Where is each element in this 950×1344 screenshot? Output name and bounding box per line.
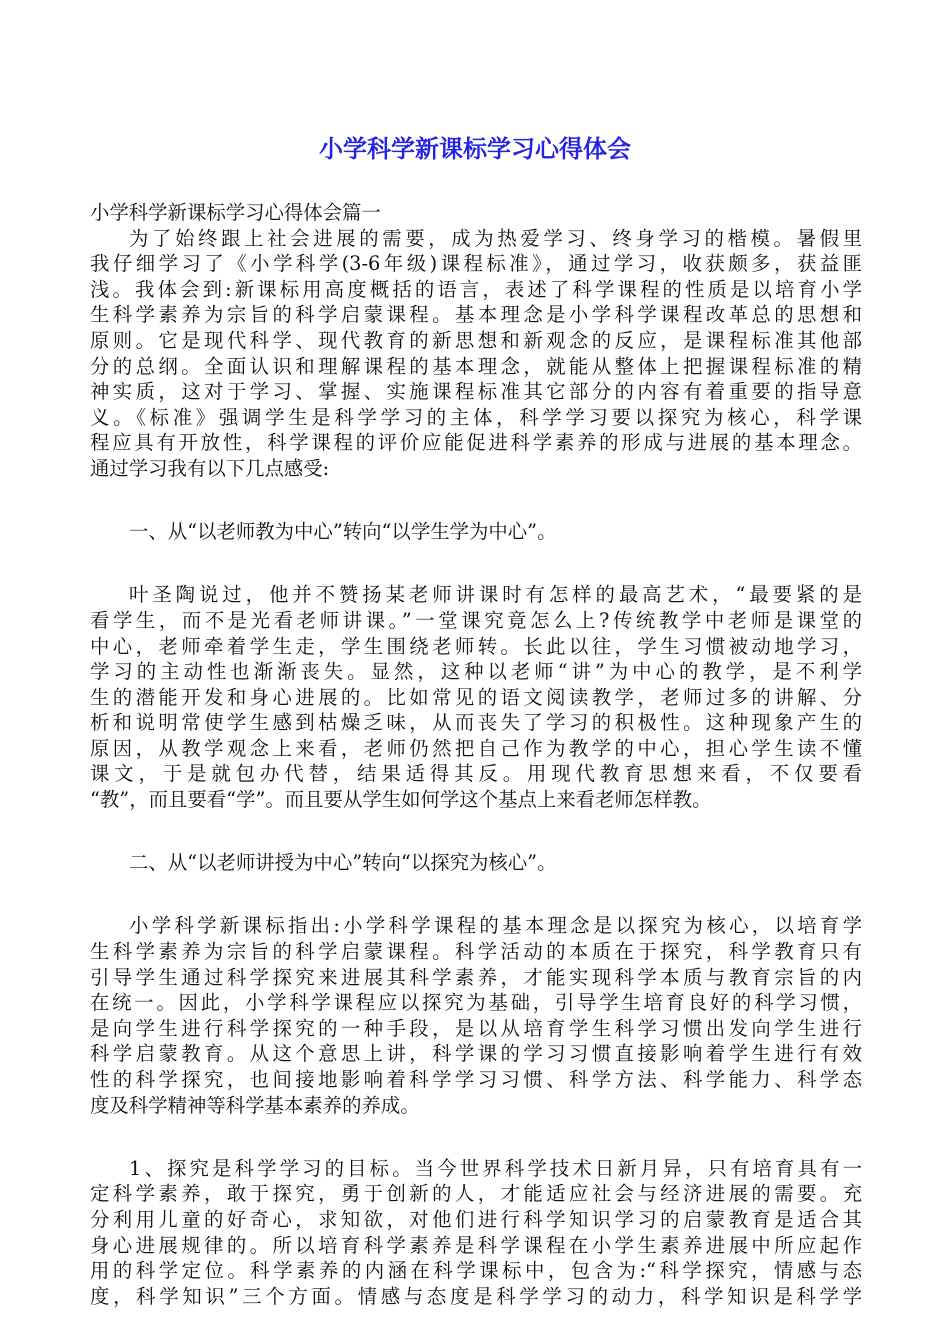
document-body	[90, 200, 862, 1309]
paragraph-line: 生的潜能开发和身心进展的。比如常见的语文阅读教学，老师过多的讲解、分	[90, 685, 862, 709]
paragraph-line: 性的科学探究，也间接地影响着科学学习习惯、科学方法、科学能力、科学态	[90, 1068, 862, 1091]
paragraph-line: 分利用儿童的好奇心，求知欲，对他们进行科学知识学习的启蒙教育是适合其	[90, 1207, 862, 1231]
paragraph-3	[90, 913, 862, 1118]
paragraph-line: 浅。我体会到:新课标用高度概括的语言，表述了科学课程的性质是以培育小学	[90, 277, 862, 301]
paragraph-line: 原因，从教学观念上来看，老师仍然把自己作为教学的中心，担心学生读不懂	[90, 736, 862, 760]
spacer	[90, 1144, 862, 1156]
paragraph-line: 用的科学定位。科学素养的内涵在科学课标中，包含为:“科学探究，情感与态	[90, 1259, 862, 1283]
spacer	[90, 876, 862, 902]
paragraph-line: “教”，而且要看“学”。而且要从学生如何学这个基点上来看老师怎样教。	[90, 788, 712, 812]
paragraph-line: 学习的主动性也渐渐丧失。显然，这种以老师“讲”为中心的教学，是不利学	[90, 660, 862, 684]
paragraph-line: 1、探究是科学学习的目标。当今世界科学技术日新月异，只有培育具有一	[129, 1156, 862, 1180]
spacer	[90, 570, 862, 582]
section-heading-2	[90, 850, 862, 876]
paragraph-line: 原则。它是现代科学、现代教育的新思想和新观念的反应，是课程标准其他部	[90, 328, 862, 352]
paragraph-line: 小学科学新课标指出:小学科学课程的基本理念是以探究为核心，以培育学	[129, 914, 862, 938]
paragraph-line: 科学启蒙教育。从这个意思上讲，科学课的学习习惯直接影响着学生进行有效	[90, 1042, 862, 1066]
paragraph-line: 我仔细学习了《小学科学(3-6年级)课程标准》，通过学习，收获颇多，获益匪	[90, 252, 862, 276]
spacer	[90, 901, 862, 913]
paragraph-line: 度及科学精神等科学基本素养的养成。	[90, 1093, 420, 1117]
paragraph-2	[90, 582, 862, 812]
paragraph-line: 生科学素养为宗旨的科学启蒙课程。基本理念是小学科学课程改革总的思想和	[90, 303, 862, 327]
section-heading: 一、从“以老师教为中心”转向“以学生学为中心”。	[129, 520, 557, 544]
paragraph-line: 义。《标准》强调学生是科学学习的主体，科学学习要以探究为核心，科学课	[90, 405, 862, 429]
spacer	[90, 838, 862, 850]
document-title: 小学科学新课标学习心得体会	[319, 135, 631, 163]
spacer	[90, 482, 862, 508]
paragraph-line: 分的总纲。全面认识和理解课程的基本理念，就能从整体上把握课程标准的精	[90, 354, 862, 378]
paragraph-line: 程应具有开放性，科学课程的评价应能促进科学素养的形成与进展的基本理念。	[90, 431, 862, 455]
spacer	[90, 507, 862, 519]
paragraph-line: 度，科学知识”三个方面。情感与态度是科学学习的动力，科学知识是科学学	[90, 1284, 862, 1308]
paragraph-4	[90, 1156, 862, 1310]
section-subtitle: 小学科学新课标学习心得体会篇一	[90, 201, 381, 224]
paragraph-line: 神实质，这对于学习、掌握、实施课程标准其它部分的内容有着重要的指导意	[90, 380, 862, 404]
section-heading-1	[90, 519, 862, 545]
spacer	[90, 1118, 862, 1144]
paragraph-line: 身心进展规律的。所以培育科学素养是科学课程在小学生素养进展中所应起作	[90, 1233, 862, 1257]
paragraph-line: 为了始终跟上社会进展的需要，成为热爱学习、终身学习的楷模。暑假里	[129, 226, 862, 250]
paragraph-1	[90, 226, 862, 482]
paragraph-line: 叶圣陶说过，他并不赞扬某老师讲课时有怎样的最高艺术，“最要紧的是	[129, 583, 862, 607]
paragraph-line: 通过学习我有以下几点感受:	[90, 456, 330, 480]
spacer	[90, 545, 862, 571]
paragraph-line: 看学生，而不是光看老师讲课。”一堂课究竟怎么上?传统教学中老师是课堂的	[90, 608, 862, 632]
paragraph-line: 析和说明常使学生感到枯燥乏味，从而丧失了学习的积极性。这种现象产生的	[90, 711, 862, 735]
paragraph-line: 引导学生通过科学探究来进展其科学素养，才能实现科学本质与教育宗旨的内	[90, 965, 862, 989]
paragraph-line: 中心，老师牵着学生走，学生围绕老师转。长此以往，学生习惯被动地学习，	[90, 634, 862, 658]
paragraph-line: 定科学素养，敢于探究，勇于创新的人，才能适应社会与经济进展的需要。充	[90, 1182, 862, 1206]
section-heading: 二、从“以老师讲授为中心”转向“以探究为核心”。	[129, 851, 557, 875]
paragraph-line: 课文，于是就包办代替，结果适得其反。用现代教育思想来看，不仅要看	[90, 762, 862, 786]
spacer	[90, 813, 862, 839]
paragraph-line: 是向学生进行科学探究的一种手段，是以从培育学生科学习惯出发向学生进行	[90, 1016, 862, 1040]
paragraph-line: 生科学素养为宗旨的科学启蒙课程。科学活动的本质在于探究，科学教育只有	[90, 940, 862, 964]
paragraph-line: 在统一。因此，小学科学课程应以探究为基础，引导学生培育良好的科学习惯，	[90, 991, 862, 1015]
